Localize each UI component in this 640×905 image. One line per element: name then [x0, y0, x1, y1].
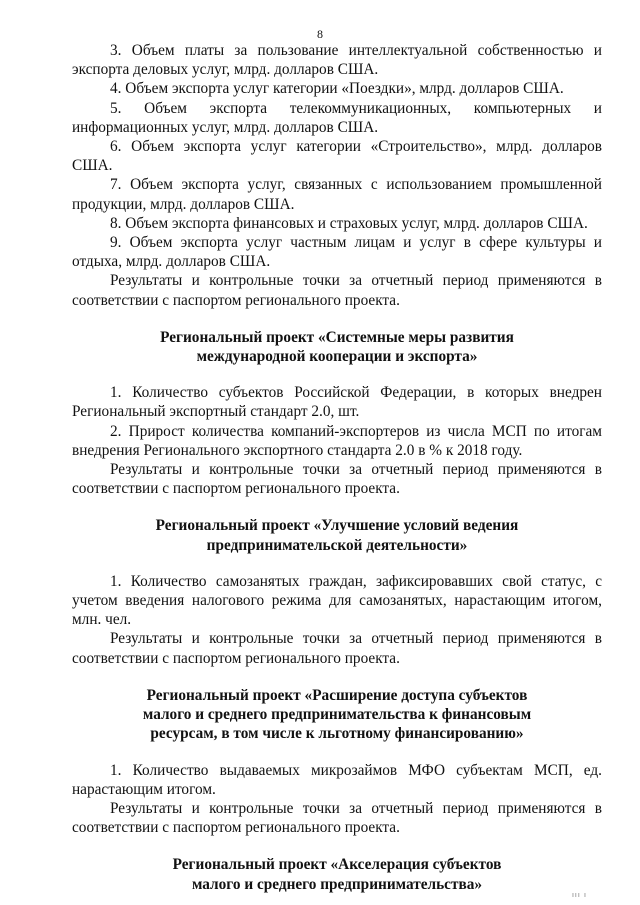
- section-heading: [72, 686, 602, 744]
- section-heading: [72, 855, 602, 893]
- page-number: 8: [317, 27, 323, 41]
- section-title-line: малого и среднего предпринимательства к финансовым: [142, 706, 532, 724]
- results-note: Результаты и контрольные точки за отчетный период применяются в соответствии с паспортом регионального проекта.: [72, 272, 602, 309]
- list-item: 1. Количество выдаваемых микрозаймов МФО субъектам МСП, ед. нарастающим итогом.: [72, 761, 602, 798]
- section-title-line: Региональный проект «Расширение доступа субъектов: [146, 686, 528, 704]
- list-item: 2. Прирост количества компаний-экспортеров из числа МСП по итогам внедрения Регионального экспортного стандарта 2.0 в % к 2018 году.: [72, 422, 602, 459]
- section-heading: [72, 328, 602, 366]
- section-title-line: Региональный проект «Акселерация субъектов: [172, 856, 502, 874]
- list-item: 3. Объем платы за пользование интеллектуальной собственностью и экспорта деловых услуг, млрд. долларов США.: [72, 42, 602, 79]
- section-title-line: предпринимательской деятельности»: [206, 536, 468, 554]
- section-heading: [72, 516, 602, 554]
- list-item: 6. Объем экспорта услуг категории «Строительство», млрд. долларов США.: [72, 138, 602, 175]
- list-item: 8. Объем экспорта финансовых и страховых услуг, млрд. долларов США.: [110, 214, 588, 232]
- results-note: Результаты и контрольные точки за отчетный период применяются в соответствии с паспортом регионального проекта.: [72, 461, 602, 498]
- section-title-line: малого и среднего предпринимательства»: [191, 875, 483, 893]
- footer-mark: ııı ı: [571, 891, 587, 899]
- results-note: Результаты и контрольные точки за отчетный период применяются в соответствии с паспортом регионального проекта.: [72, 630, 602, 667]
- document-body: [72, 41, 602, 894]
- section-title-line: Региональный проект «Улучшение условий ведения: [155, 517, 519, 535]
- list-item: 7. Объем экспорта услуг, связанных с использованием промышленной продукции, млрд. долларов США.: [72, 176, 602, 213]
- results-note: Результаты и контрольные точки за отчетный период применяются в соответствии с паспортом регионального проекта.: [72, 799, 602, 837]
- list-item: 9. Объем экспорта услуг частным лицам и услуг в сфере культуры и отдыха, млрд. долларов США.: [72, 234, 602, 271]
- section-title-line: Региональный проект «Системные меры развития: [160, 328, 514, 346]
- list-item: 4. Объем экспорта услуг категории «Поездки», млрд. долларов США.: [110, 80, 564, 98]
- section-title-line: международной кооперации и экспорта»: [196, 348, 478, 366]
- section-title-line: ресурсам, в том числе к льготному финансированию»: [150, 725, 524, 743]
- list-item: 1. Количество самозанятых граждан, зафиксировавших свой статус, с учетом введения налогового режима для самозанятых, нарастающим итогом, млн. чел.: [72, 572, 602, 629]
- list-item: 5. Объем экспорта телекоммуникационных, компьютерных и информационных услуг, млрд. долларов США.: [72, 99, 602, 136]
- list-item: 1. Количество субъектов Российской Федерации, в которых внедрен Региональный экспортный стандарт 2.0, шт.: [72, 384, 602, 421]
